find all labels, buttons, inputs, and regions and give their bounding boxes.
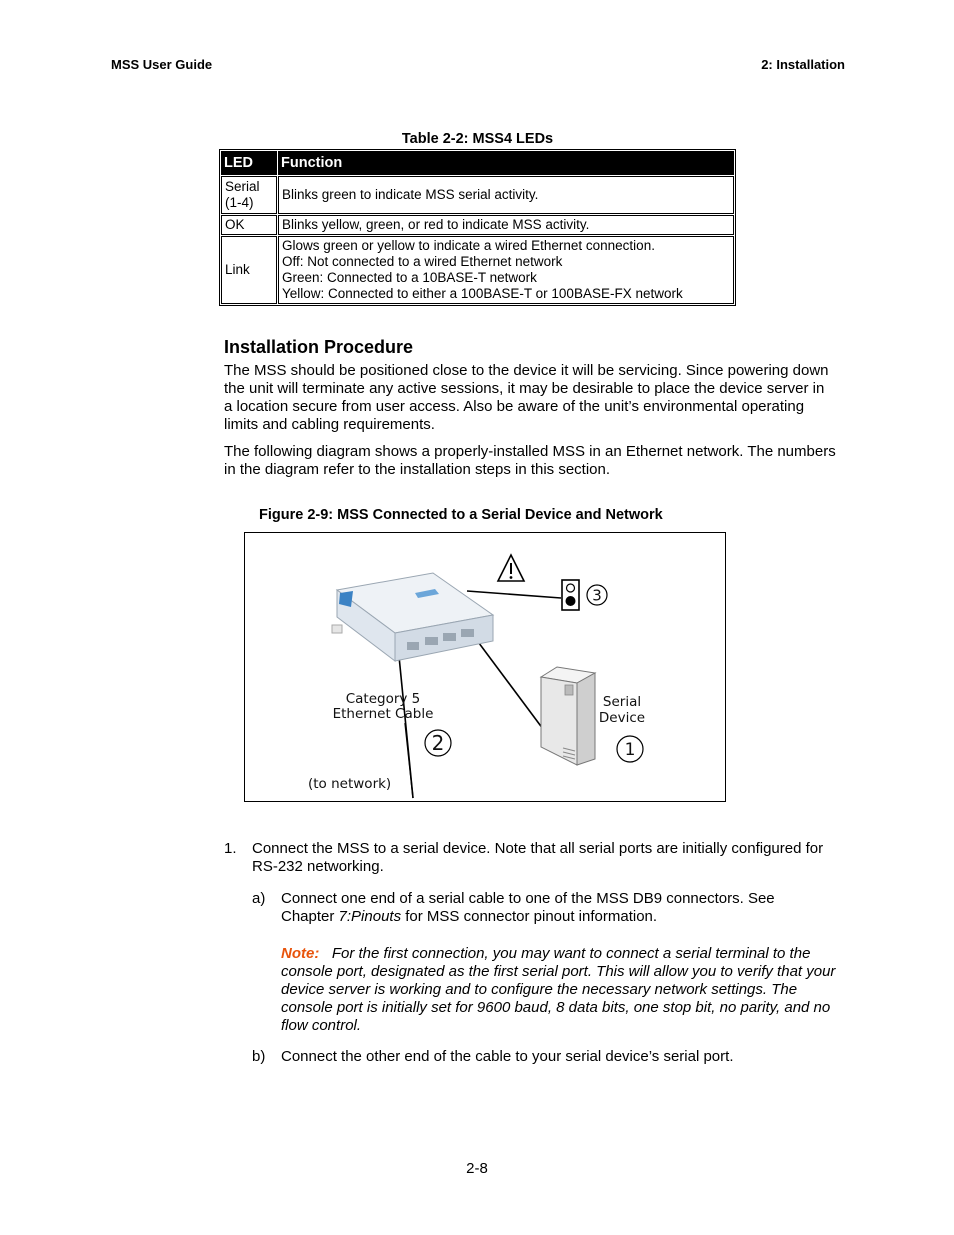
led-name: (1-4) [225,195,254,210]
led-table [219,149,736,306]
substep-a-text [281,890,831,926]
cable-label-line1: Category 5 [345,691,421,707]
note-label: Note: [281,945,320,962]
function-text: Glows green or yellow to indicate a wired Ethernet connection. [282,238,655,253]
function-text: Off: Not connected to a wired Ethernet network [282,254,563,269]
note-block [281,945,841,1035]
substep-a-text-part2: for MSS connector pinout information. [401,908,658,925]
substep-a-label: a) [252,890,266,907]
led-name: Link [225,262,250,277]
ethernet-cable-lower [405,723,413,798]
function-text: Yellow: Connected to either a 100BASE-T or 100BASE-FX network [282,286,683,301]
section-title: Installation Procedure [224,337,414,357]
function-text: Green: Connected to a 10BASE-T network [282,270,537,285]
chapter-reference: 7:Pinouts [338,908,402,925]
page-number: 2-8 [466,1160,488,1177]
substep-b-text: Connect the other end of the cable to your serial device’s serial port. [281,1048,734,1065]
column-header-function: Function [278,151,734,175]
power-outlet-icon [562,580,579,610]
serial-label-line1: Serial [602,694,642,710]
warning-icon [498,555,524,581]
section-paragraph-2: The following diagram shows a properly-installed MSS in an Ethernet network. The numbers in the diagram refer to the installation steps in this section. [224,443,836,478]
function-text: Blinks green to indicate MSS serial activity. [282,187,539,202]
table-caption: Table 2-2: MSS4 LEDs [401,131,554,147]
installation-diagram [245,533,725,801]
led-cell [221,176,277,214]
led-name: Serial [225,179,260,194]
table-row [221,215,734,235]
table-row [221,176,734,214]
led-cell [221,236,277,304]
mss-device-icon [332,573,493,661]
network-label: (to network) [308,776,392,792]
header-right: 2: Installation [761,57,845,72]
step-1-text: Connect the MSS to a serial device. Note that all serial ports are initially configured for RS-232 networking. [252,840,824,875]
led-cell [221,215,277,235]
installation-figure [244,532,726,802]
table-header-row [221,151,734,175]
step-2-number: 2 [431,731,445,755]
substep-b-label: b) [252,1048,266,1065]
function-cell [278,236,734,304]
column-header-led: LED [221,151,277,175]
step-3-number: 3 [592,586,602,605]
power-cable [467,591,561,598]
function-text: Blinks yellow, green, or red to indicate MSS activity. [282,217,590,232]
function-cell [278,176,734,214]
substep-a-text-part1: Connect one end of a serial cable to one of the MSS DB9 connectors. See Chapter [281,890,775,925]
step-1-number: 1. [224,840,237,857]
note-text: For the first connection, you may want to connect a serial terminal to the console port, designated as the first serial port. This will allow you to verify that your device server is working and to configure the necessary network settings. The console port is initially set for 9600 baud, 8 data bits, one stop bit, no parity, and no flow control. [281,945,836,1034]
led-name: OK [225,217,245,232]
cable-label-line2: Ethernet Cable [332,706,434,722]
section-paragraph-1: The MSS should be positioned close to the device it will be servicing. Since powering down the unit will terminate any active sessions, it may be desirable to place the device server in a location secure from user access. Also be aware of the unit’s environmental operating limits and cabling requirements. [224,362,829,433]
step-1-number: 1 [624,740,636,760]
table-row [221,236,734,304]
figure-caption: Figure 2-9: MSS Connected to a Serial Device and Network [259,507,663,523]
serial-device-icon [541,667,595,765]
header-left: MSS User Guide [111,57,213,72]
serial-label-line2: Device [598,710,646,726]
function-cell [278,215,734,235]
